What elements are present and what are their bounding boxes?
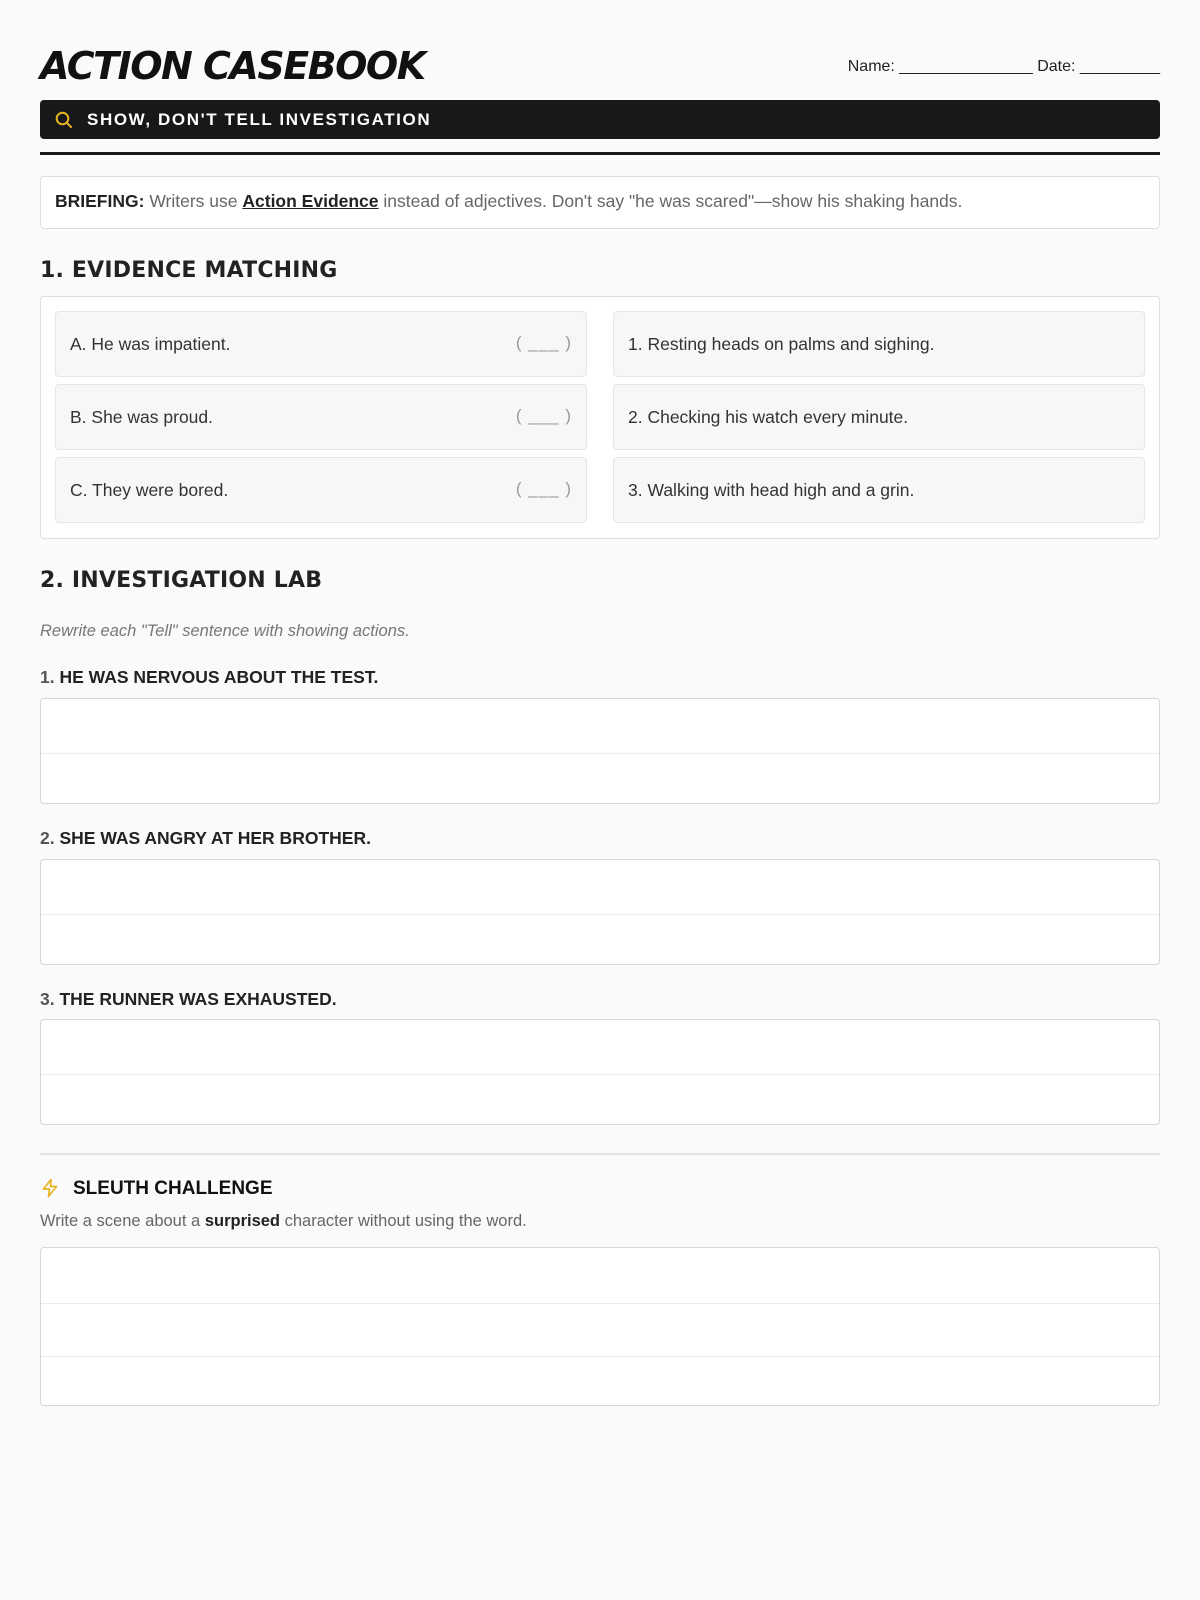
section-heading-evidence-matching: 1. EVIDENCE MATCHING [40,258,338,283]
question-text: SHE WAS ANGRY AT HER BROTHER. [59,828,371,848]
page-title: ACTION CASEBOOK [40,44,425,88]
question-text: HE WAS NERVOUS ABOUT THE TEST. [59,667,379,687]
challenge-bold-word: surprised [204,1212,281,1230]
writing-line [41,1356,1159,1357]
briefing-highlight: Action Evidence [242,191,379,211]
answer-blank[interactable]: ( ___ ) [515,333,572,352]
answer-box[interactable] [40,859,1160,965]
match-right-item [613,311,1145,377]
challenge-text-before: Write a scene about a [40,1212,201,1230]
answer-blank[interactable]: ( ___ ) [515,479,572,498]
banner-text: SHOW, DON'T TELL INVESTIGATION [87,110,432,129]
match-right-text: 3. Walking with head high and a grin. [628,480,915,500]
lightning-icon [40,1178,60,1198]
answer-box[interactable] [40,1019,1160,1125]
answer-box[interactable] [40,698,1160,804]
briefing-box [40,176,1160,229]
name-date-field[interactable]: Name: _______________ Date: _________ [847,58,1160,75]
question-label [40,989,337,1010]
match-right-item [613,457,1145,523]
divider [40,1153,1160,1155]
search-icon [54,110,74,130]
match-right-text: 1. Resting heads on palms and sighing. [628,334,935,354]
match-left-text: B. She was proud. [70,407,213,427]
challenge-prompt [40,1212,527,1231]
match-right-text: 2. Checking his watch every minute. [628,407,909,427]
answer-blank[interactable]: ( ___ ) [515,406,572,425]
question-number: 2. [40,828,55,848]
match-left-item [55,311,587,377]
writing-line [41,753,1159,754]
match-left-item [55,384,587,450]
match-left-text: A. He was impatient. [70,334,231,354]
briefing-label: BRIEFING: [55,191,145,211]
instructions: Rewrite each "Tell" sentence with showing actions. [40,622,410,640]
match-left-item [55,457,587,523]
question-label [40,828,371,849]
challenge-answer-box[interactable] [40,1247,1160,1406]
divider [40,152,1160,155]
challenge-heading: SLEUTH CHALLENGE [73,1178,273,1199]
writing-line [41,1303,1159,1304]
question-number: 3. [40,989,55,1009]
question-label [40,667,378,688]
writing-line [41,1074,1159,1075]
match-right-item [613,384,1145,450]
briefing-text-after: instead of adjectives. Don't say "he was scared"—show his shaking hands. [383,191,963,211]
matching-panel [40,296,1160,539]
match-left-text: C. They were bored. [70,480,229,500]
section-heading-investigation-lab: 2. INVESTIGATION LAB [40,568,323,593]
briefing-text-before: Writers use [149,191,238,211]
question-number: 1. [40,667,55,687]
question-text: THE RUNNER WAS EXHAUSTED. [59,989,337,1009]
section-banner [40,100,1160,139]
writing-line [41,914,1159,915]
header [40,44,1160,94]
challenge-text-after: character without using the word. [284,1212,527,1230]
